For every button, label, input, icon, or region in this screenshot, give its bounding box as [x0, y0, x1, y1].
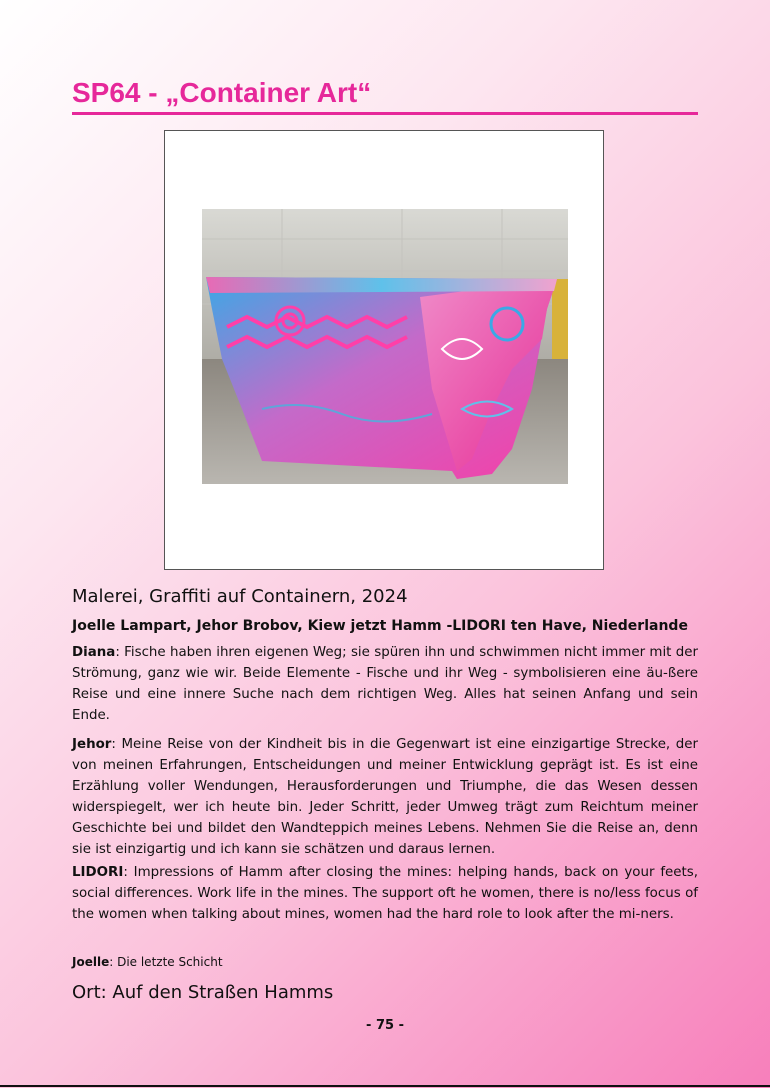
artist-names: Joelle Lampart, Jehor Brobov, Kiew jetzt Hamm -LIDORI ten Have, Niederlande: [72, 618, 688, 634]
speaker-name: Joelle: [72, 955, 110, 969]
statement-text: : Fische haben ihren eigenen Weg; sie spüren ihn und schwimmen nicht immer mit der Strömung, ganz wie wir. Beide Elemente - Fische und ihr Weg - symbolisieren eine äu-ßere Reise und eine innere Suche nach dem richtigen Weg. Alles hat seinen Anfang und sein Ende.: [72, 645, 698, 723]
photo-frame: [164, 130, 604, 570]
statement-text: : Impressions of Hamm after closing the mines: helping hands, back on your feets, social differences. Work life in the mines. The support oft he women, there is no/less focus of the women when talking about mines, women had the hard role to look after the mi-ners.: [72, 865, 698, 922]
joelle-note: [72, 954, 223, 970]
speaker-name: Diana: [72, 645, 116, 660]
page-title: SP64 - „Container Art“: [72, 77, 372, 108]
note-text: : Die letzte Schicht: [109, 955, 223, 969]
speaker-name: Jehor: [72, 737, 112, 752]
speaker-name: LIDORI: [72, 865, 124, 880]
location: Ort: Auf den Straßen Hamms: [72, 982, 334, 1003]
page-number: - 75 -: [366, 1018, 404, 1033]
title-underline: [72, 112, 698, 115]
statement-lidori: [72, 862, 698, 925]
container-photo: [202, 209, 568, 484]
bottom-rule: [0, 1085, 770, 1087]
artwork-medium: Malerei, Graffiti auf Containern, 2024: [72, 586, 408, 607]
statement-text: : Meine Reise von der Kindheit bis in die Gegenwart ist eine einzigartige Strecke, der von meinen Erfahrungen, Entscheidungen und meiner Entwicklung geprägt ist. Es ist eine Erzählung voller Wendungen, Herausforderungen und Triumphe, die das Wesen dessen widerspiegelt, wer ich heute bin. Jeder Schritt, jeder Umweg trägt zum Reichtum meiner Geschichte bei und bildet den Wandteppich meines Lebens. Nehmen Sie die Reise an, denn sie ist einzigartig und ich kann sie schätzen und daraus lernen.: [72, 737, 698, 857]
statement-jehor: [72, 734, 698, 860]
statement-diana: [72, 642, 698, 726]
